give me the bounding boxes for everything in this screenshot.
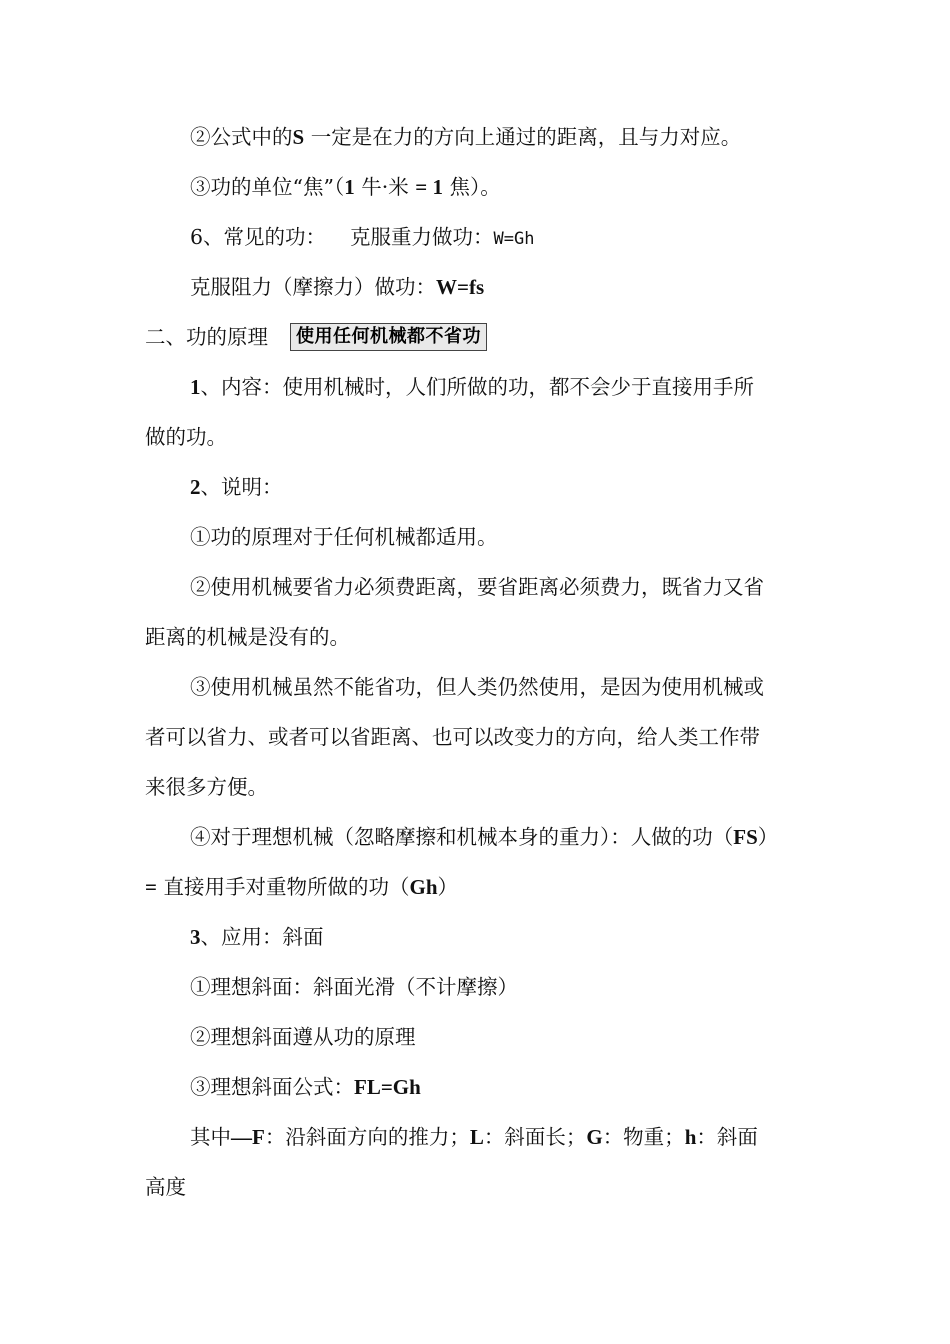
text: ：斜面长；: [483, 1125, 587, 1149]
text: ：斜面: [696, 1125, 758, 1149]
text: 、说明：: [200, 475, 283, 499]
text-bold: =: [145, 875, 157, 899]
text: 直接用手对重物所做的功（: [156, 875, 410, 899]
text: 6、常见的功：: [190, 225, 327, 249]
para-variables-cont: [145, 1172, 815, 1222]
text: 焦）。: [443, 175, 501, 199]
text: 克服重力做功：: [350, 225, 494, 249]
text: ③理想斜面公式：: [190, 1075, 354, 1099]
text-bold: 3: [190, 925, 201, 949]
text: ①理想斜面：斜面光滑（不计摩擦）: [190, 975, 518, 999]
text-bold: —F: [231, 1125, 265, 1149]
highlight-box: 使用任何机械都不省功: [290, 323, 487, 351]
text: 高度: [145, 1175, 186, 1199]
para-s-distance: [190, 122, 815, 172]
para-item-3-cont2: [145, 772, 815, 822]
formula-w-fs: W=fs: [436, 275, 485, 299]
para-ideal-incline: [190, 972, 815, 1022]
text: 一定是在力的方向上通过的距离，且与力对应。: [304, 125, 742, 149]
para-item-2-cont: [145, 622, 815, 672]
text: 克服阻力（摩擦力）做功：: [190, 275, 436, 299]
text: ②使用机械要省力必须费距离，要省距离必须费力，既省力又省: [190, 575, 764, 599]
text: ②公式中的: [190, 125, 293, 149]
para-explanation-2: [190, 472, 815, 522]
text: ③使用机械虽然不能省功，但人类仍然使用，是因为使用机械或: [190, 675, 764, 699]
text: 者可以省力、或者可以省距离、也可以改变力的方向，给人类工作带: [145, 725, 760, 749]
text: ）: [757, 825, 779, 849]
text: 、内容：使用机械时，人们所做的功，都不会少于直接用手所: [200, 375, 754, 399]
formula-w-gh: W=Gh: [493, 229, 535, 249]
formula-fl-gh: FL=Gh: [354, 1075, 421, 1099]
text: 其中: [190, 1125, 231, 1149]
para-item-3: [190, 672, 815, 722]
para-variables: [190, 1122, 815, 1172]
para-item-4: [190, 822, 815, 872]
text: 距离的机械是没有的。: [145, 625, 350, 649]
para-work-unit: [190, 172, 815, 222]
text: 来很多方便。: [145, 775, 268, 799]
text: ：沿斜面方向的推力；: [264, 1125, 470, 1149]
text: ①功的原理对于任何机械都适用。: [190, 525, 498, 549]
text-bold: Gh: [409, 875, 438, 899]
section-heading-work-principle: [145, 322, 815, 372]
heading-text: 二、功的原理: [145, 325, 268, 349]
text-bold: S: [292, 125, 305, 149]
text: 、应用：斜面: [200, 925, 324, 949]
text: ）: [437, 875, 458, 899]
text: ④对于理想机械（忽略摩擦和机械本身的重力）：人做的功（: [190, 825, 734, 849]
para-application-3: [190, 922, 815, 972]
text-bold: FS: [733, 825, 758, 849]
para-item-3-cont1: [145, 722, 815, 772]
text-bold: 1: [190, 375, 201, 399]
text-bold: 2: [190, 475, 201, 499]
para-item-2: [190, 572, 815, 622]
para-item-1: [190, 522, 815, 572]
para-content-1: [190, 372, 815, 422]
text-bold: = 1: [415, 175, 443, 199]
para-item-4-cont: [145, 872, 815, 922]
text-bold: L: [469, 1125, 484, 1149]
text-bold: 1: [344, 175, 355, 199]
text: ②理想斜面遵从功的原理: [190, 1025, 416, 1049]
para-content-1-cont: [145, 422, 815, 472]
text: 牛·米: [354, 175, 416, 199]
text-bold: G: [586, 1125, 603, 1149]
para-incline-principle: [190, 1022, 815, 1072]
para-friction-work: [190, 272, 815, 322]
text: ：物重；: [602, 1125, 685, 1149]
para-incline-formula: [190, 1072, 815, 1122]
para-common-work: [190, 222, 815, 272]
text: 做的功。: [145, 425, 227, 449]
text-bold: h: [684, 1125, 697, 1149]
text: ③功的单位“焦”（: [190, 175, 345, 199]
